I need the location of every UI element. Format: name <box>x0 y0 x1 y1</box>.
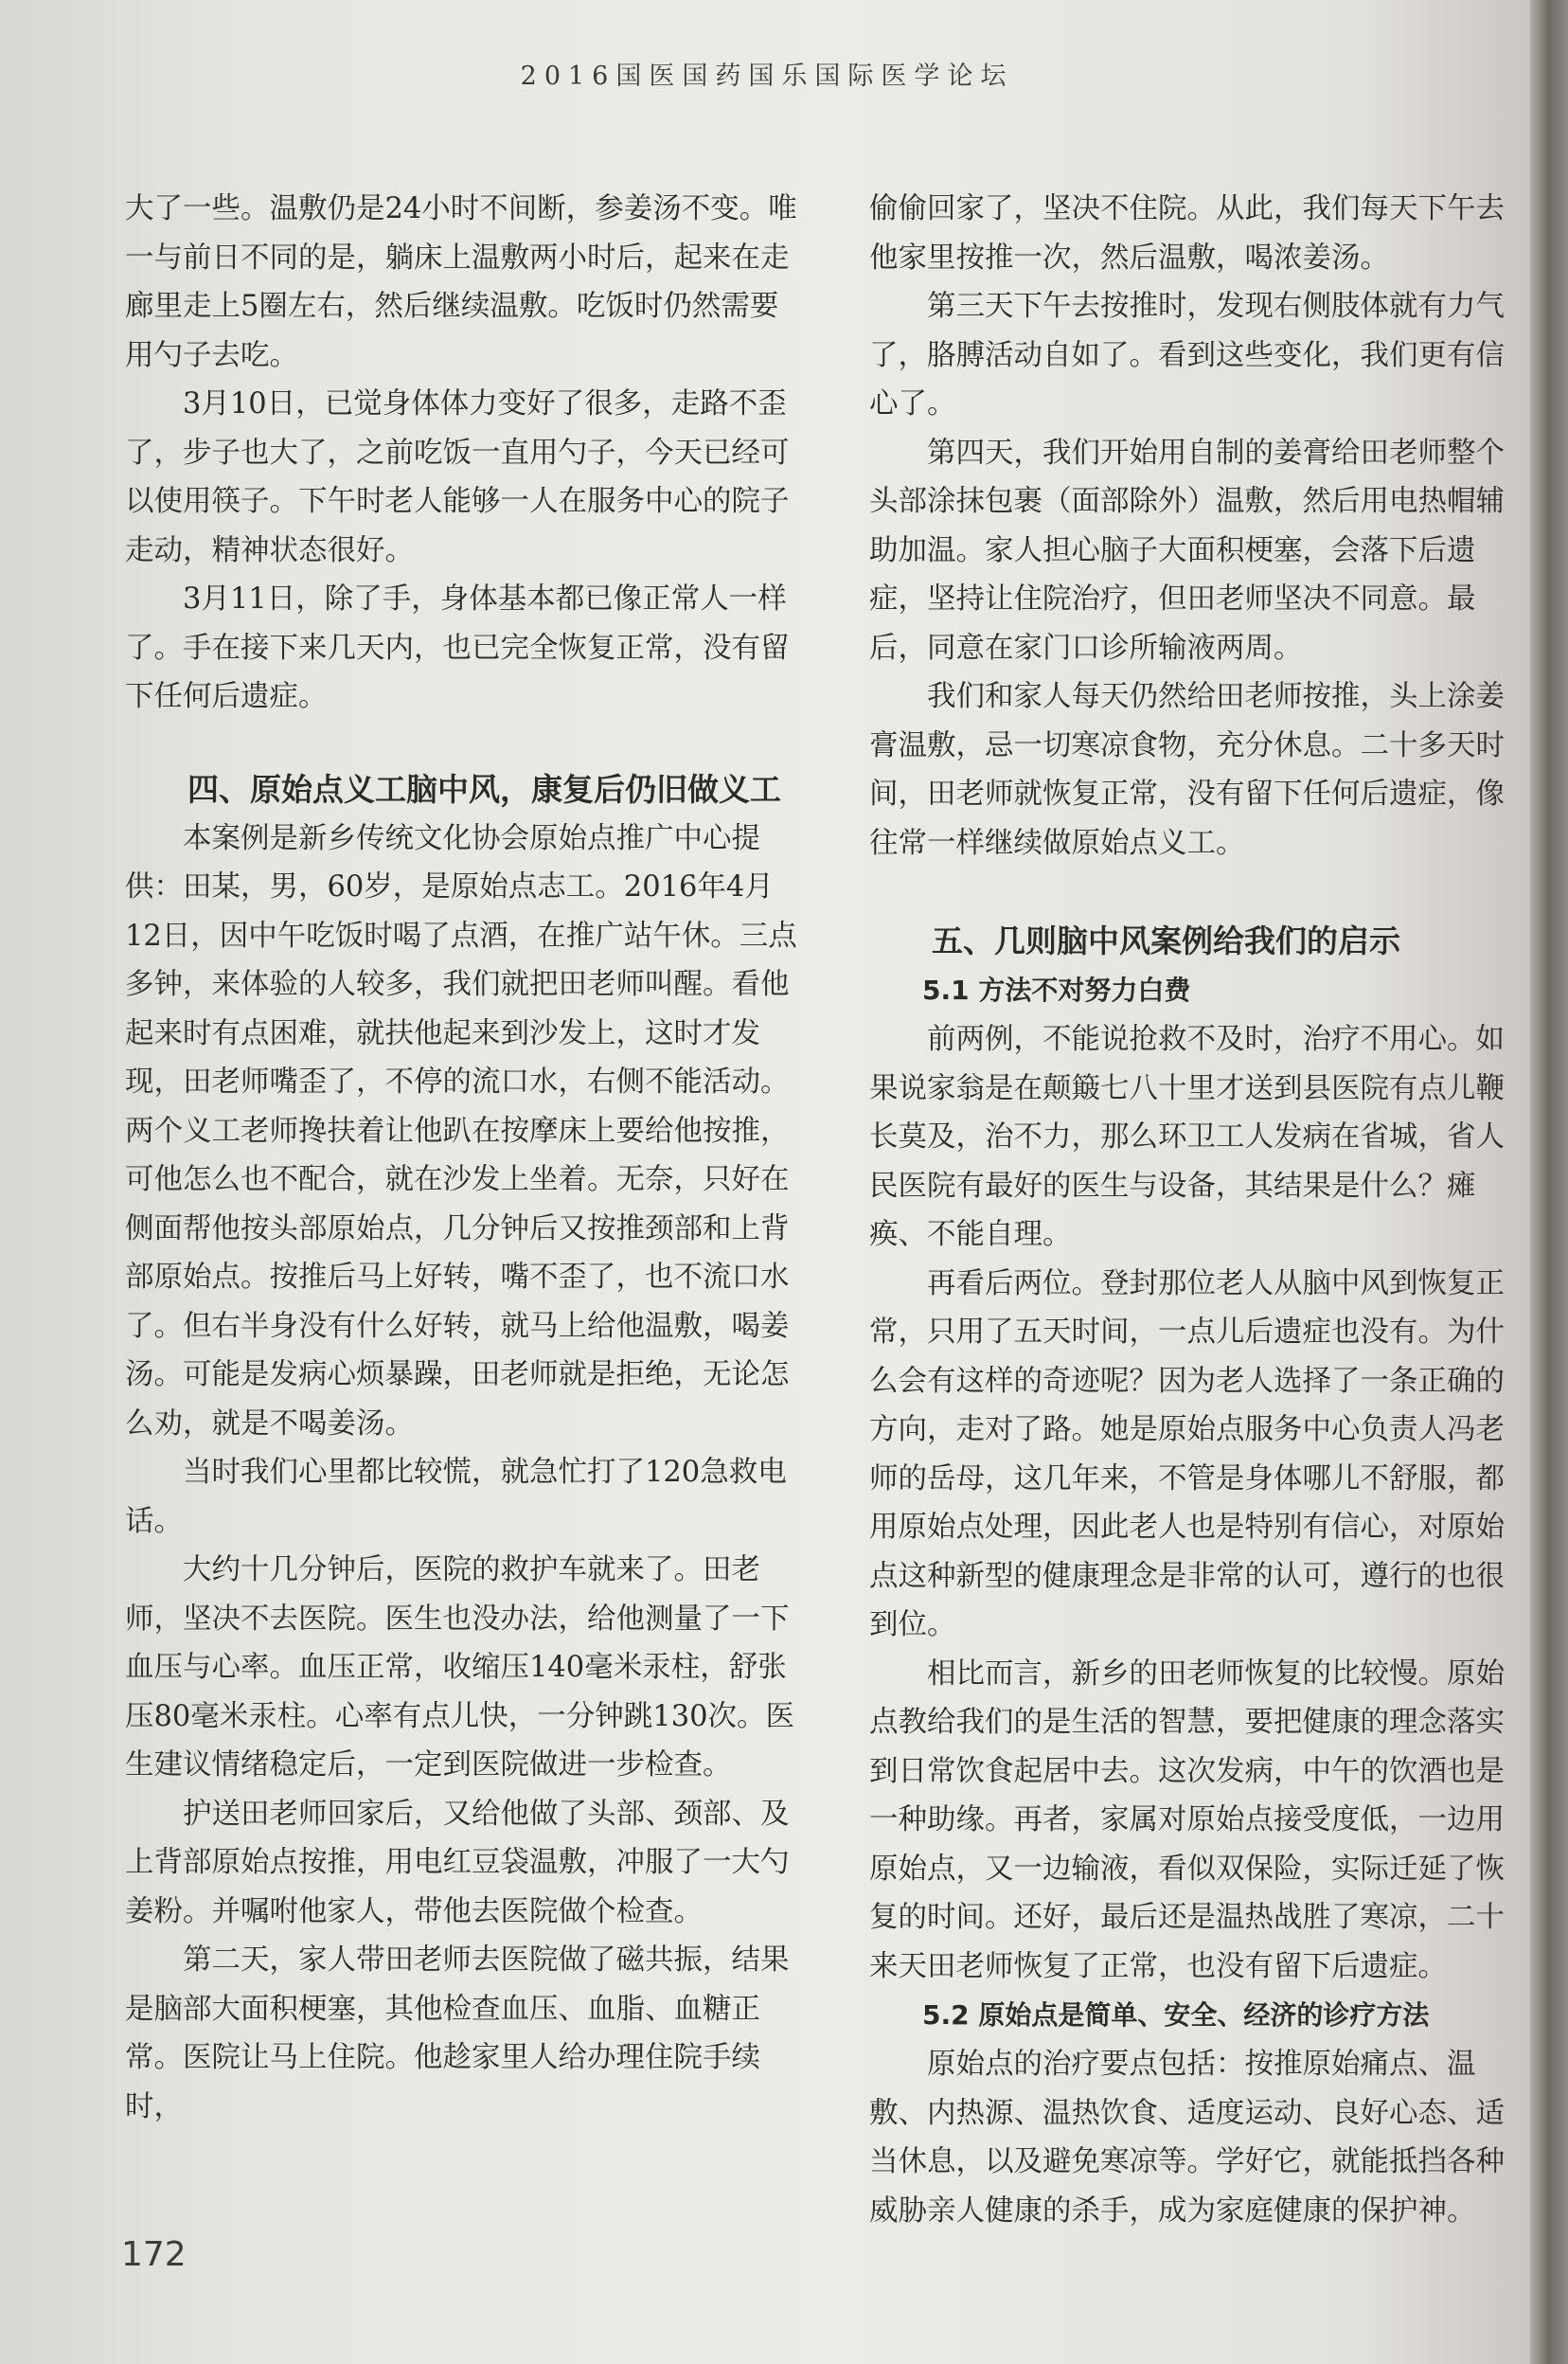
paragraph: 再看后两位。登封那位老人从脑中风到恢复正常，只用了五天时间，一点儿后遗症也没有。为什么会有这样的奇迹呢？因为老人选择了一条正确的方向，走对了路。她是原始点服务中心负责人冯老师的岳母，这几年来，不管是身体哪儿不舒服，都用原始点处理，因此老人也是特别有信心，对原始点这种新型的健康理念是非常的认可，遵行的也很到位。 <box>869 1266 1505 1641</box>
right-column <box>869 185 1532 2235</box>
paragraph: 护送田老师回家后，又给他做了头部、颈部、及上背部原始点按推，用电红豆袋温敷，冲服了一大勺姜粉。并嘱咐他家人，带他去医院做个检查。 <box>125 1797 790 1928</box>
paragraph: 原始点的治疗要点包括：按推原始痛点、温敷、内热源、温热饮食、适度运动、良好心态、适当休息，以及避免寒凉等。学好它，就能抵挡各种威胁亲人健康的杀手，成为家庭健康的保护神。 <box>869 2048 1505 2228</box>
page-number: 172 <box>121 2235 187 2274</box>
paragraph: 大了一些。温敷仍是24小时不间断，参姜汤不变。唯一与前日不同的是，躺床上温敷两小时后，起来在走廊里走上5圈左右，然后继续温敷。吃饭时仍然需要用勺子去吃。 <box>125 192 797 372</box>
paragraph: 相比而言，新乡的田老师恢复的比较慢。原始点教给我们的是生活的智慧，要把健康的理念落实到日常饮食起居中去。这次发病，中午的饮酒也是一种助缘。再者，家属对原始点接受度低，一边用原始点，又一边输液，看似双保险，实际迁延了恢复的时间。还好，最后还是温热战胜了寒凉，二十来天田老师恢复了正常，也没有留下后遗症。 <box>869 1657 1505 1983</box>
subsection-heading: 5.1 方法不对努力白费 <box>922 975 1191 1006</box>
section-heading: 五、几则脑中风案例给我们的启示 <box>932 922 1400 959</box>
running-header: 2016国医国药国乐国际医学论坛 <box>520 62 1014 91</box>
subsection-heading: 5.2 原始点是简单、安全、经济的诊疗方法 <box>922 1999 1430 2031</box>
paragraph: 3月10日，已觉身体体力变好了很多，走路不歪了，步子也大了，之前吃饭一直用勺子，今天已经可以使用筷子。下午时老人能够一人在服务中心的院子走动，精神状态很好。 <box>125 387 790 567</box>
paragraph: 第三天下午去按推时，发现右侧肢体就有力气了，胳膊活动自如了。看到这些变化，我们更有信心了。 <box>869 290 1505 421</box>
paragraph: 3月11日，除了手，身体基本都已像正常人一样了。手在接下来几天内，也已完全恢复正常，没有留下任何后遗症。 <box>125 582 790 713</box>
paragraph: 大约十几分钟后，医院的救护车就来了。田老师，坚决不去医院。医生也没办法，给他测量了一下血压与心率。血压正常，收缩压140毫米汞柱，舒张压80毫米汞柱。心率有点儿快，一分钟跳130次。医生建议情绪稳定后，一定到医院做进一步检查。 <box>125 1553 795 1782</box>
page-gutter-shadow <box>1530 0 1568 2364</box>
paragraph: 本案例是新乡传统文化协会原始点推广中心提供：田某，男，60岁，是原始点志工。2016年4月12日，因中午吃饭时喝了点酒，在推广站午休。三点多钟，来体验的人较多，我们就把田老师叫醒。看他起来时有点困难，就扶他起来到沙发上，这时才发现，田老师嘴歪了，不停的流口水，右侧不能活动。两个义工老师搀扶着让他趴在按摩床上要给他按推，可他怎么也不配合，就在沙发上坐着。无奈，只好在侧面帮他按头部原始点，几分钟后又按推颈部和上背部原始点。按推后马上好转，嘴不歪了，也不流口水了。但右半身没有什么好转，就马上给他温敷，喝姜汤。可能是发病心烦暴躁，田老师就是拒绝，无论怎么劝，就是不喝姜汤。 <box>125 821 797 1441</box>
paragraph: 我们和家人每天仍然给田老师按推，头上涂姜膏温敷，忌一切寒凉食物，充分休息。二十多天时间，田老师就恢复正常，没有留下任何后遗症，像往常一样继续做原始点义工。 <box>869 680 1505 860</box>
paragraph: 当时我们心里都比较慌，就急忙打了120急救电话。 <box>125 1456 787 1538</box>
paragraph: 偷偷回家了，坚决不住院。从此，我们每天下午去他家里按推一次，然后温敷，喝浓姜汤。 <box>869 192 1505 275</box>
left-column <box>125 185 807 2131</box>
paragraph: 前两例，不能说抢救不及时，治疗不用心。如果说家翁是在颠簸七八十里才送到县医院有点儿鞭长莫及，治不力，那么环卫工人发病在省城，省人民医院有最好的医生与设备，其结果是什么？瘫痪、不能自理。 <box>869 1023 1505 1251</box>
paragraph: 第二天，家人带田老师去医院做了磁共振，结果是脑部大面积梗塞，其他检查血压、血脂、血糖正常。医院让马上住院。他趁家里人给办理住院手续时， <box>125 1943 790 2123</box>
paragraph: 第四天，我们开始用自制的姜膏给田老师整个头部涂抹包裹（面部除外）温敷，然后用电热帽辅助加温。家人担心脑子大面积梗塞，会落下后遗症，坚持让住院治疗，但田老师坚决不同意。最后，同意在家门口诊所输液两周。 <box>869 436 1505 665</box>
section-heading: 四、原始点义工脑中风，康复后仍旧做义工 <box>187 770 781 808</box>
